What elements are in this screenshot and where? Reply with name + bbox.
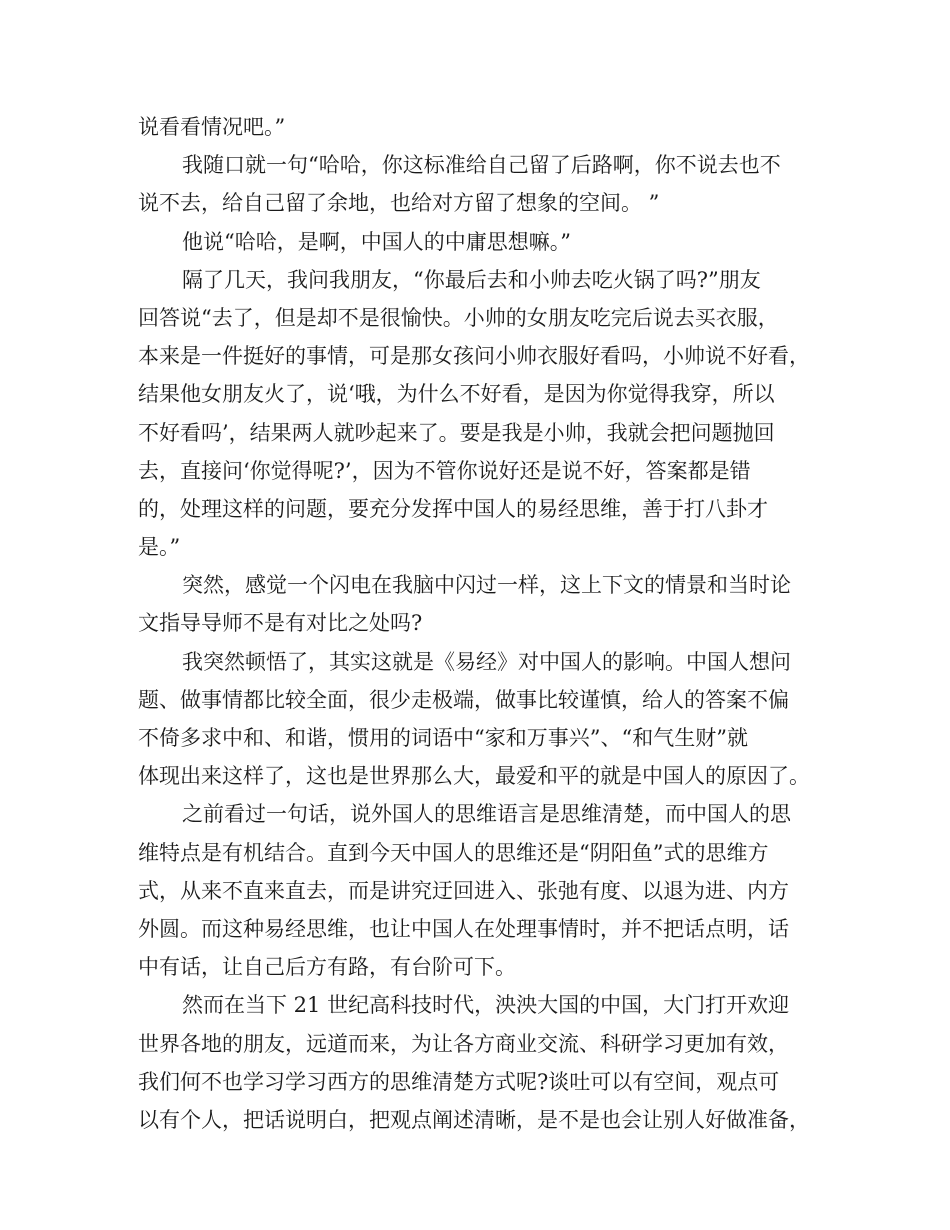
text-line: 文指导导师不是有对比之处吗? [138, 611, 423, 636]
text-line: 之前看过一句话，说外国人的思维语言是思维清楚，而中国人的思 [182, 802, 791, 827]
text-line: 体现出来这样了，这也是世界那么大，最爱和平的就是中国人的原因了。 [138, 764, 810, 789]
text-line: 我们何不也学习学习西方的思维清楚方式呢?谈吐可以有空间，观点可 [138, 1069, 780, 1094]
text-line: 我突然顿悟了，其实这就是《易经》对中国人的影响。中国人想问 [182, 649, 791, 674]
text-line: 本来是一件挺好的事情，可是那女孩问小帅衣服好看吗，小帅说不好看， [138, 344, 810, 369]
text-line: 他说“哈哈，是啊，中国人的中庸思想嘛。” [182, 229, 571, 254]
text-line: 中有话，让自己后方有路，有台阶可下。 [138, 955, 516, 980]
text-line: 然而在当下 21 世纪高科技时代，泱泱大国的中国，大门打开欢迎 [182, 993, 790, 1018]
text-line: 回答说“去了，但是却不是很愉快。小帅的女朋友吃完后说去买衣服， [138, 305, 779, 330]
text-line: 突然，感觉一个闪电在我脑中闪过一样，这上下文的情景和当时论 [182, 573, 791, 598]
text-line: 的，处理这样的问题，要充分发挥中国人的易经思维，善于打八卦才 [138, 496, 768, 521]
text-line: 隔了几天，我问我朋友，“你最后去和小帅去吃火锅了吗?”朋友 [182, 267, 761, 292]
text-line: 维特点是有机结合。直到今天中国人的思维还是“阴阳鱼”式的思维方 [138, 840, 769, 865]
text-line: 式，从来不直来直去，而是讲究迂回进入、张弛有度、以退为进、内方 [138, 878, 789, 903]
text-line: 我随口就一句“哈哈，你这标准给自己留了后路啊，你不说去也不 [182, 153, 781, 178]
text-line: 外圆。而这种易经思维，也让中国人在处理事情时，并不把话点明，话 [138, 916, 789, 941]
text-line: 结果他女朋友火了，说‘哦，为什么不好看，是因为你觉得我穿，所以 [138, 382, 775, 407]
text-line: 是。” [138, 535, 181, 560]
text-line: 世界各地的朋友，远道而来，为让各方商业交流、科研学习更加有效， [138, 1031, 789, 1056]
text-line: 不倚多求中和、和谐，惯用的词语中“家和万事兴”、“和气生财”就 [138, 726, 748, 750]
text-line: 不好看吗’，结果两人就吵起来了。要是我是小帅，我就会把问题抛回 [138, 420, 775, 445]
text-line: 说不去，给自己留了余地，也给对方留了想象的空间。 ” [138, 191, 660, 216]
body-text [138, 108, 828, 1139]
text-line: 题、做事情都比较全面，很少走极端，做事比较谨慎，给人的答案不偏 [138, 687, 789, 712]
text-line: 说看看情况吧。” [138, 115, 286, 139]
text-line: 去，直接问‘你觉得呢?’，因为不管你说好还是说不好，答案都是错 [138, 458, 751, 483]
text-line: 以有个人，把话说明白，把观点阐述清晰，是不是也会让别人好做准备， [138, 1107, 810, 1132]
